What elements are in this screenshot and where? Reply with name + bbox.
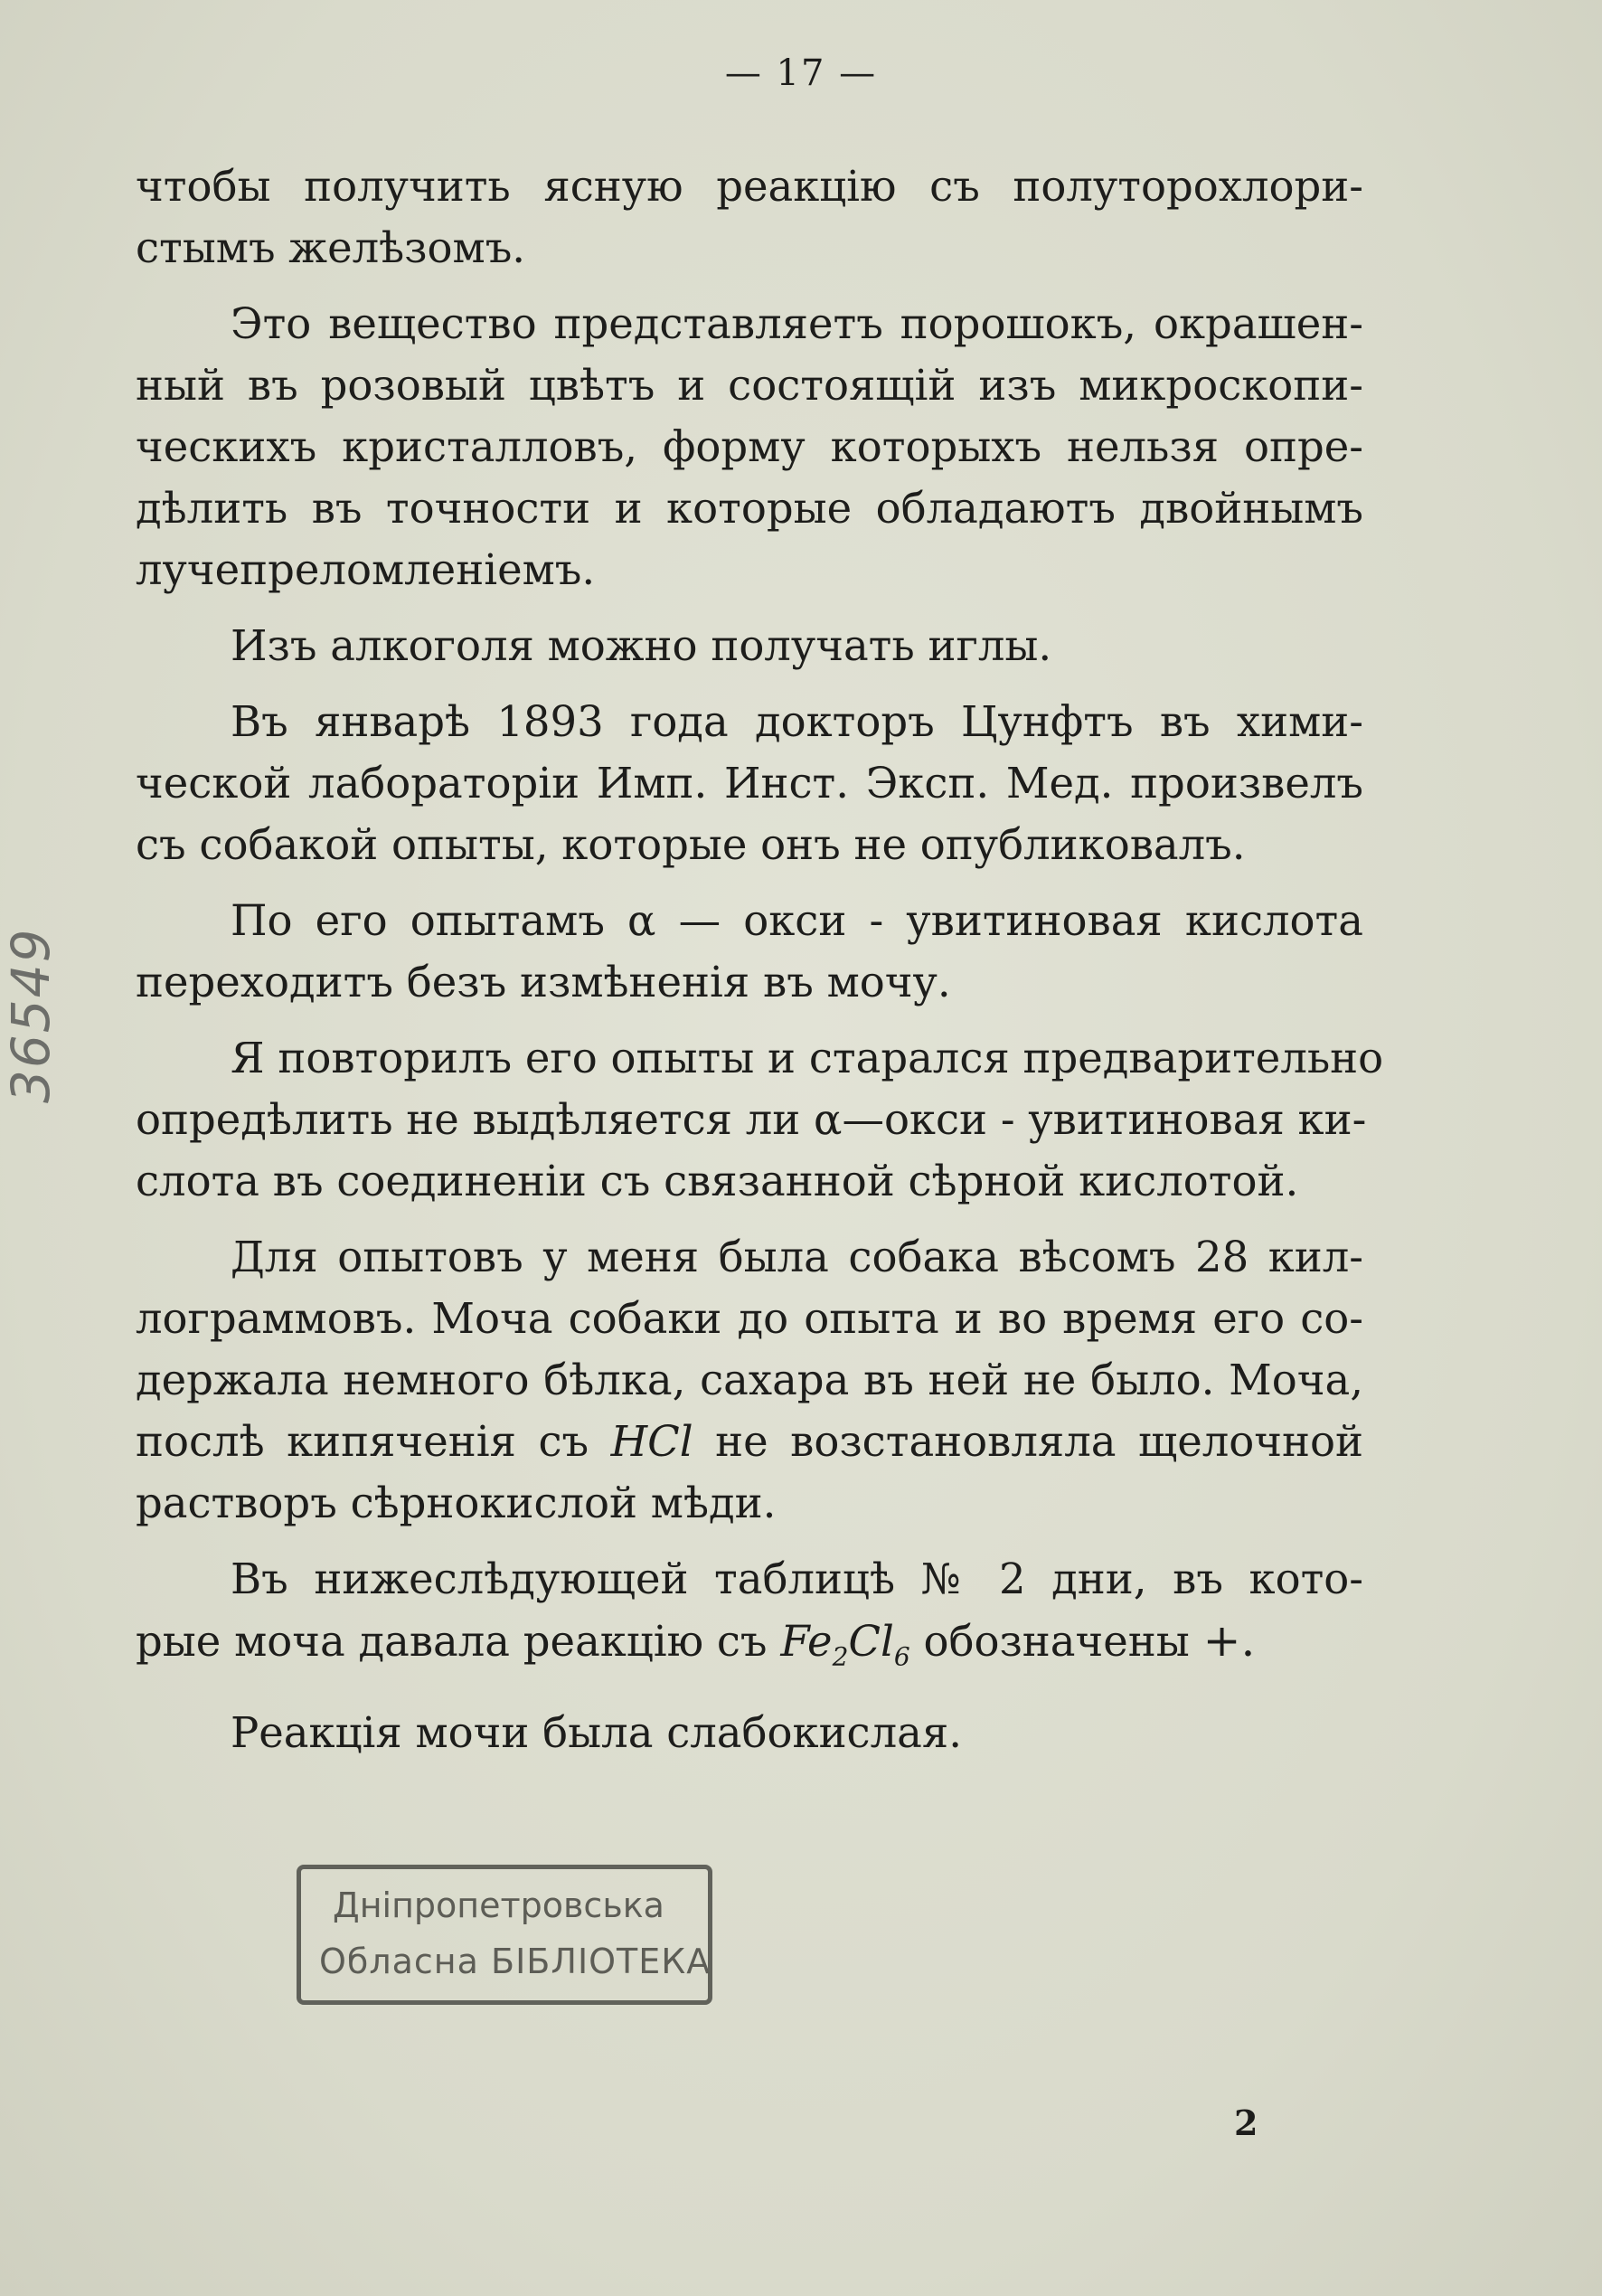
text-segment: рые моча давала реакцію съ xyxy=(136,1617,781,1666)
page-number-header: — 17 — xyxy=(724,52,878,94)
stamp-line-1: Дніпропетровська xyxy=(333,1885,664,1925)
text-line: чтобы получить ясную реакцію съ полуторохлори- xyxy=(136,162,1363,211)
formula-hcl: HCl xyxy=(610,1417,693,1466)
paragraph-2 xyxy=(136,293,1363,600)
text-line: растворъ сѣрнокислой мѣди. xyxy=(136,1479,777,1527)
text-line-with-formula xyxy=(136,1610,1363,1687)
text-line: переходитъ безъ измѣненія въ мочу. xyxy=(136,958,951,1006)
formula-fe2cl6 xyxy=(780,1617,910,1672)
text-line: Въ нижеслѣдующей таблицѣ № 2 дни, въ кото- xyxy=(231,1554,1363,1603)
text-line-with-formula xyxy=(136,1411,1363,1472)
text-line: опредѣлить не выдѣляется ли α—окси - увитиновая ки- xyxy=(136,1095,1367,1144)
paragraph-5 xyxy=(136,890,1363,1013)
text-line: слота въ соединеніи съ связанной сѣрной кислотой. xyxy=(136,1157,1299,1205)
text-line: стымъ желѣзомъ. xyxy=(136,223,526,272)
stamp-line-2: Обласна БІБЛІОТЕКА xyxy=(319,1942,711,1981)
paragraph-7 xyxy=(136,1226,1363,1534)
text-line: съ собакой опыты, которые онъ не опубликовалъ. xyxy=(136,820,1246,869)
formula-cl-subscript: 6 xyxy=(893,1641,910,1672)
text-line: Изъ алкоголя можно получать иглы. xyxy=(231,621,1052,670)
handwritten-margin-note: 36549 xyxy=(0,927,61,1103)
paragraph-9 xyxy=(136,1702,1363,1763)
paragraph-4 xyxy=(136,691,1363,875)
text-line: лограммовъ. Моча собаки до опыта и во время его со- xyxy=(136,1294,1363,1343)
plus-sign: +. xyxy=(1202,1614,1256,1667)
text-line: Для опытовъ у меня была собака вѣсомъ 28 кил- xyxy=(231,1233,1363,1281)
formula-fe-subscript: 2 xyxy=(832,1641,849,1672)
text-line: ный въ розовый цвѣтъ и состоящій изъ микроскопи- xyxy=(136,361,1363,410)
text-line: ческой лабораторіи Имп. Инст. Эксп. Мед. произвелъ xyxy=(136,759,1363,808)
formula-cl: Cl xyxy=(848,1617,894,1666)
text-line: Это вещество представляетъ порошокъ, окрашен- xyxy=(231,299,1363,348)
text-segment: не возстановляла щелочной xyxy=(693,1417,1363,1466)
library-stamp xyxy=(297,1865,712,2005)
text-line: Реакція мочи была слабокислая. xyxy=(231,1708,962,1758)
body-text xyxy=(136,156,1384,1778)
paragraph-3 xyxy=(136,615,1363,676)
text-line: лучепреломленіемъ. xyxy=(136,545,596,594)
text-line: Въ январѣ 1893 года докторъ Цунфтъ въ хими- xyxy=(231,697,1363,746)
text-line: держала немного бѣлка, сахара въ ней не было. Моча, xyxy=(136,1356,1363,1404)
paragraph-8 xyxy=(136,1548,1363,1687)
text-line: дѣлить въ точности и которые обладаютъ двойнымъ xyxy=(136,484,1363,533)
text-segment: обозначены xyxy=(909,1617,1203,1666)
text-line: Я повторилъ его опыты и старался предварительно xyxy=(231,1034,1384,1082)
text-line: ческихъ кристалловъ, форму которыхъ нельзя опре- xyxy=(136,422,1363,471)
paragraph-1 xyxy=(136,156,1363,279)
paragraph-6 xyxy=(136,1027,1384,1212)
text-line: По его опытамъ α — окси - увитиновая кислота xyxy=(231,896,1363,945)
formula-fe: Fe xyxy=(780,1617,833,1666)
signature-number: 2 xyxy=(1234,2102,1258,2143)
text-segment: послѣ кипяченія съ xyxy=(136,1417,611,1466)
